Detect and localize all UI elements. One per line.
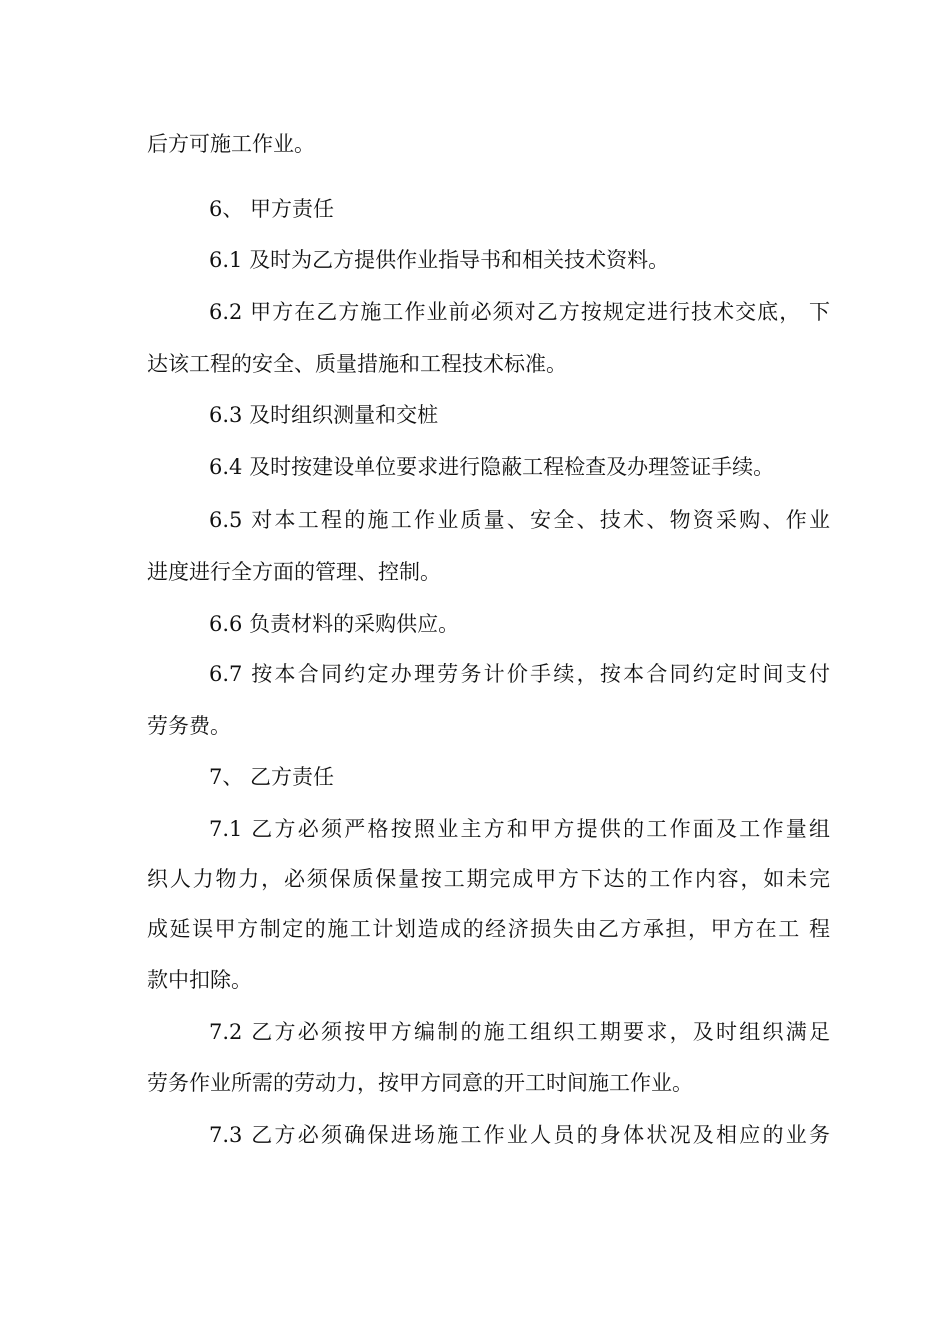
clause-7-1-line-2: 织人力物力，必须保质保量按工期完成甲方下达的工作内容，如未完 <box>147 867 830 891</box>
clause-7-1-line-3: 成延误甲方制定的施工计划造成的经济损失由乙方承担，甲方在工 程 <box>147 917 830 941</box>
clause-6-1: 6.1 及时为乙方提供作业指导书和相关技术资料。 <box>209 248 670 272</box>
clause-7-1-line-4: 款中扣除。 <box>147 968 252 992</box>
section-heading-6: 6、 甲方责任 <box>209 197 335 221</box>
clause-6-7-line-1: 6.7 按本合同约定办理劳务计价手续，按本合同约定时间支付 <box>209 662 830 686</box>
clause-6-3: 6.3 及时组织测量和交桩 <box>209 403 439 427</box>
clause-6-2-line-2: 达该工程的安全、质量措施和工程技术标准。 <box>147 352 567 376</box>
continuation-line: 后方可施工作业。 <box>147 132 315 156</box>
clause-7-1-line-1: 7.1 乙方必须严格按照业主方和甲方提供的工作面及工作量组 <box>209 817 830 841</box>
clause-6-2-line-1: 6.2 甲方在乙方施工作业前必须对乙方按规定进行技术交底， 下 <box>209 300 830 324</box>
clause-7-2-line-2: 劳务作业所需的劳动力，按甲方同意的开工时间施工作业。 <box>147 1071 693 1095</box>
clause-6-5-line-2: 进度进行全方面的管理、控制。 <box>147 560 441 584</box>
clause-7-3-line-1: 7.3 乙方必须确保进场施工作业人员的身体状况及相应的业务 <box>209 1123 830 1147</box>
clause-6-7-line-2: 劳务费。 <box>147 714 231 738</box>
clause-6-6: 6.6 负责材料的采购供应。 <box>209 612 460 636</box>
clause-6-5-line-1: 6.5 对本工程的施工作业质量、安全、技术、物资采购、作业 <box>209 508 830 532</box>
clause-7-2-line-1: 7.2 乙方必须按甲方编制的施工组织工期要求，及时组织满足 <box>209 1020 830 1044</box>
section-heading-7: 7、 乙方责任 <box>209 765 335 789</box>
clause-6-4: 6.4 及时按建设单位要求进行隐蔽工程检查及办理签证手续。 <box>209 455 775 479</box>
